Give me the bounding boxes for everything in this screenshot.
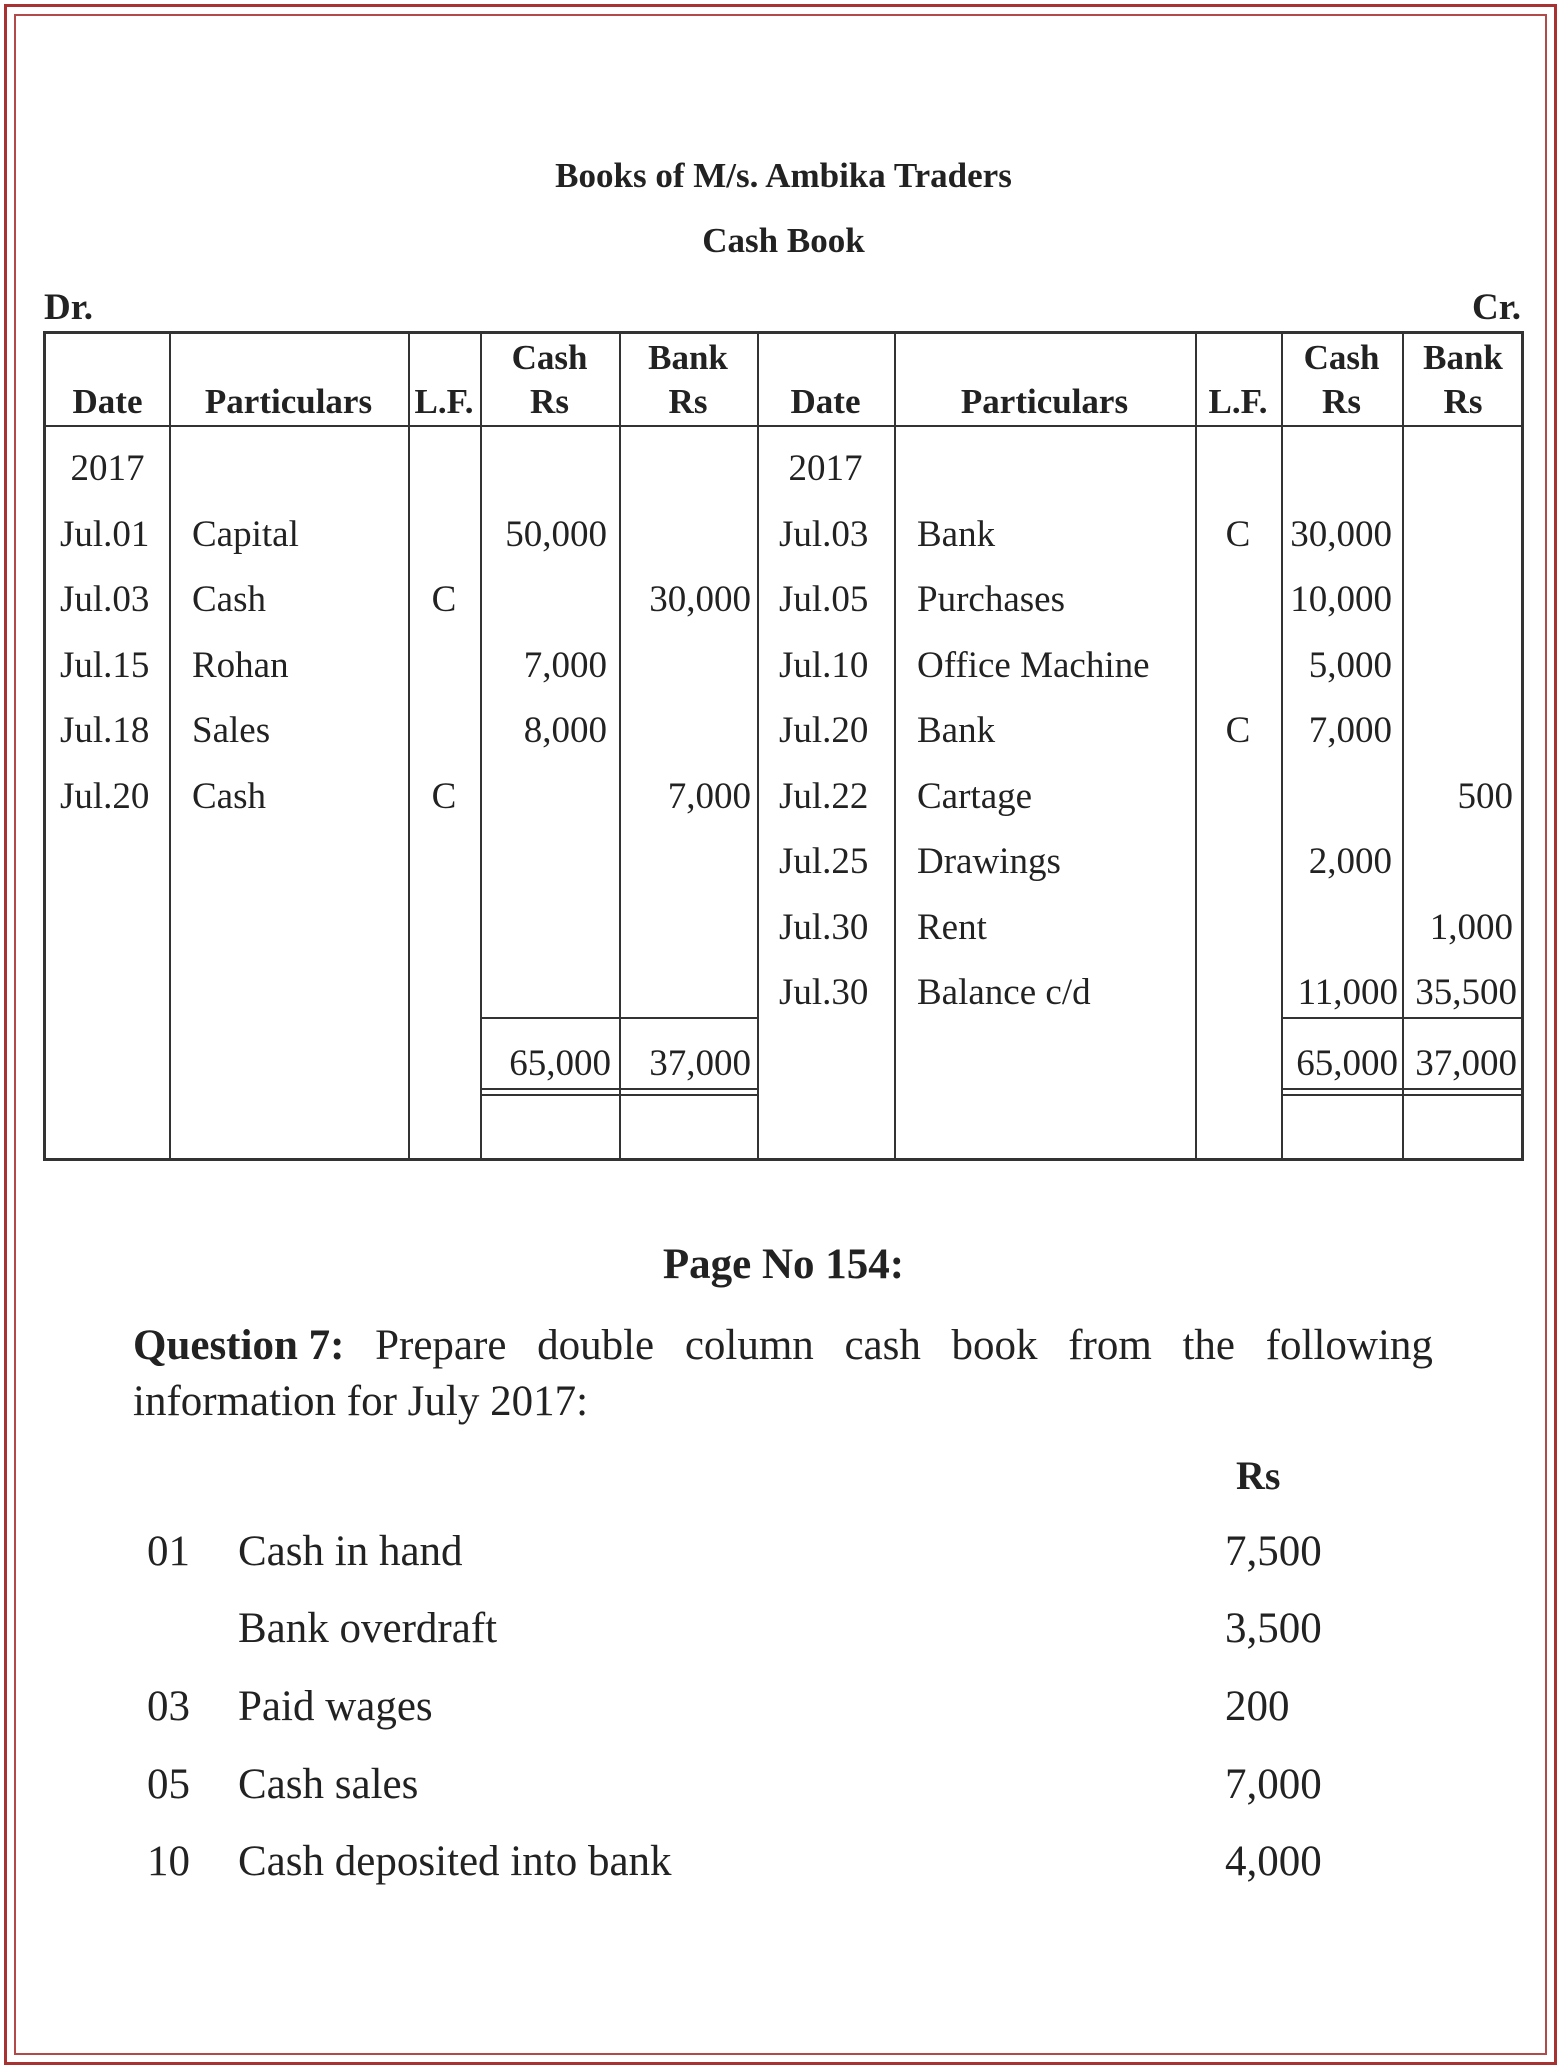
- header-lf-dr: L.F.: [414, 382, 474, 421]
- cash-book-title: Cash Book: [702, 221, 865, 260]
- header-bank-rs-cr: Rs: [1443, 382, 1483, 421]
- page-number: Page No 154:: [662, 1241, 905, 1288]
- dr-label: Dr.: [44, 287, 93, 328]
- header-bank-cr: Bank: [1423, 338, 1503, 377]
- total-cr-cash: 65,000: [1296, 1043, 1398, 1084]
- question-text: Question 7: Prepare double column cash book from the following information for July 2017:: [133, 1322, 1433, 1425]
- cr-label: Cr.: [1472, 287, 1521, 328]
- header-bank-rs-dr: Rs: [668, 382, 708, 421]
- header-lf-cr: L.F.: [1208, 382, 1268, 421]
- total-cr-bank: 37,000: [1415, 1043, 1517, 1084]
- header-cash-rs-cr: Rs: [1322, 382, 1361, 421]
- header-cash-cr: Cash: [1303, 338, 1380, 377]
- books-title: Books of M/s. Ambika Traders: [555, 156, 1012, 195]
- info-unit-header: Rs: [1236, 1453, 1281, 1498]
- total-dr-cash: 65,000: [509, 1043, 611, 1084]
- total-dr-bank: 37,000: [649, 1043, 751, 1084]
- header-date-dr: Date: [72, 382, 143, 421]
- header-cash-dr: Cash: [511, 338, 588, 377]
- cash-book-table: Date Particulars L.F. Cash Rs Bank Rs Date Particulars L.F. Cash Rs Bank Rs 2017 Jul.01 Capital 50,000 Jul.03 Cash C 30,000 Jul.15 Rohan 7,000 Jul.18 Sales 8,000 Jul.20 Cash C 7,000 2017 Jul.03 Bank C 30,000 Jul.05 Purchases 10,000 Jul.10 Office Machine 5,000 Jul.20 Bank C 7,000 Jul.22 Cartage 500 Jul.25 Drawings 2,000 Jul.30 Rent 1,000 Jul.30 Balance c/d 11,000 35,500 65,000 37,000 65,000 37,000: [43, 331, 1524, 1161]
- header-date-cr: Date: [790, 382, 861, 421]
- header-particulars-dr: Particulars: [204, 382, 373, 421]
- header-particulars-cr: Particulars: [960, 382, 1129, 421]
- header-bank-dr: Bank: [648, 338, 728, 377]
- header-cash-rs-dr: Rs: [530, 382, 569, 421]
- question-label: Question 7:: [133, 1322, 345, 1369]
